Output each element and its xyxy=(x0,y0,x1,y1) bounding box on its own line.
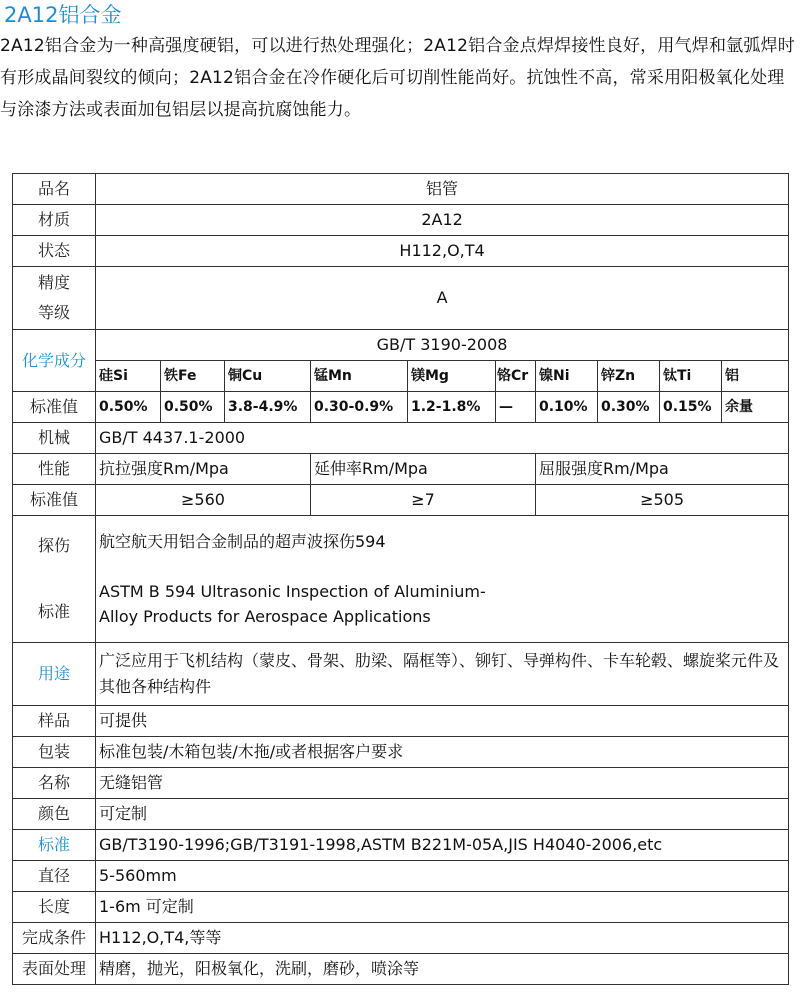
chem-value-ni: 0.10% xyxy=(536,392,598,423)
label-surface: 表面处理 xyxy=(13,954,96,985)
label-finish: 完成条件 xyxy=(13,923,96,954)
value-chem-standard: GB/T 3190-2008 xyxy=(96,330,789,361)
label-precision xyxy=(13,267,96,330)
value-packing: 标准包装/木箱包装/木拖/或者根据客户要求 xyxy=(96,737,789,768)
label-inspection-line2: 标准 xyxy=(37,602,70,621)
table-row-product xyxy=(13,174,789,205)
table-row-mech-values xyxy=(13,485,789,516)
intro-paragraph: 2A12铝合金为一种高强度硬铝，可以进行热处理强化；2A12铝合金点焊焊接性良好，用气焊和氩弧焊时有形成晶间裂纹的倾向；2A12铝合金在冷作硬化后可切削性能尚好。抗蚀性不高，常采用阳极氧化处理与涂漆方法或表面加包铝层以提高抗腐蚀能力。 xyxy=(0,36,795,120)
chem-value-fe: 0.50% xyxy=(161,392,225,423)
inspection-cn: 航空航天用铝合金制品的超声波探伤594 xyxy=(99,532,386,551)
label-sample: 样品 xyxy=(13,706,96,737)
label-chem: 化学成分 xyxy=(13,330,96,392)
table-row-temper xyxy=(13,236,789,267)
label-material: 材质 xyxy=(13,205,96,236)
prop-elongation: 延伸率Rm/Mpa xyxy=(311,454,536,485)
label-color: 颜色 xyxy=(13,799,96,830)
value-standard: GB/T3190-1996;GB/T3191-1998,ASTM B221M-05A,JIS H4040-2006,etc xyxy=(96,830,789,861)
element-al: 铝 xyxy=(722,361,789,392)
element-fe: 铁Fe xyxy=(161,361,225,392)
label-inspection xyxy=(13,516,96,643)
page-title: 2A12铝合金 xyxy=(4,3,122,27)
table-row-material xyxy=(13,205,789,236)
label-precision-line1: 精度 xyxy=(37,273,70,292)
table-row-mech-standard xyxy=(13,423,789,454)
table-row-surface xyxy=(13,954,789,985)
value-sample: 可提供 xyxy=(96,706,789,737)
element-si: 硅Si xyxy=(96,361,161,392)
table-row-diameter xyxy=(13,861,789,892)
element-cr: 铬Cr xyxy=(496,361,536,392)
value-name: 无缝铝管 xyxy=(96,768,789,799)
value-diameter: 5-560mm xyxy=(96,861,789,892)
label-product: 品名 xyxy=(13,174,96,205)
table-row-standard xyxy=(13,830,789,861)
label-packing: 包装 xyxy=(13,737,96,768)
chem-value-zn: 0.30% xyxy=(598,392,660,423)
element-ni: 镍Ni xyxy=(536,361,598,392)
table-row-inspection xyxy=(13,516,789,643)
element-ti: 钛Ti xyxy=(660,361,722,392)
table-row-chem-elements xyxy=(13,361,789,392)
mech-value-tensile: ≥560 xyxy=(96,485,311,516)
value-finish: H112,O,T4,等等 xyxy=(96,923,789,954)
label-temper: 状态 xyxy=(13,236,96,267)
element-mn: 锰Mn xyxy=(311,361,408,392)
table-row-usage xyxy=(13,643,789,706)
value-product: 铝管 xyxy=(96,174,789,205)
label-name: 名称 xyxy=(13,768,96,799)
chem-value-al: 余量 xyxy=(722,392,789,423)
mech-value-yield: ≥505 xyxy=(536,485,789,516)
label-precision-line2: 等级 xyxy=(37,303,70,322)
table-row-finish xyxy=(13,923,789,954)
inspection-en-1: ASTM B 594 Ultrasonic Inspection of Aluminium- xyxy=(99,582,486,601)
element-cu: 铜Cu xyxy=(225,361,311,392)
table-row-name xyxy=(13,768,789,799)
table-row-color xyxy=(13,799,789,830)
value-color: 可定制 xyxy=(96,799,789,830)
chem-value-ti: 0.15% xyxy=(660,392,722,423)
label-chem-std-value: 标准值 xyxy=(13,392,96,423)
value-usage: 广泛应用于飞机结构（蒙皮、骨架、肋梁、隔框等）、铆钉、导弹构件、卡车轮毂、螺旋桨元件及其他各种结构件 xyxy=(96,643,789,706)
chem-value-cu: 3.8-4.9% xyxy=(225,392,311,423)
inspection-en-2: Alloy Products for Aerospace Applications xyxy=(99,607,431,626)
table-row-mech-props xyxy=(13,454,789,485)
chem-value-si: 0.50% xyxy=(96,392,161,423)
spec-table xyxy=(12,173,789,985)
table-row-packing xyxy=(13,737,789,768)
label-mech-perf: 性能 xyxy=(13,454,96,485)
label-inspection-line1: 探伤 xyxy=(37,536,70,555)
label-mech: 机械 xyxy=(13,423,96,454)
table-row-chem-standard xyxy=(13,330,789,361)
value-length: 1-6m 可定制 xyxy=(96,892,789,923)
value-temper: H112,O,T4 xyxy=(96,236,789,267)
prop-tensile: 抗拉强度Rm/Mpa xyxy=(96,454,311,485)
prop-yield: 屈服强度Rm/Mpa xyxy=(536,454,789,485)
value-inspection xyxy=(96,516,789,643)
label-standard: 标准 xyxy=(13,830,96,861)
chem-value-cr: — xyxy=(496,392,536,423)
table-row-chem-values xyxy=(13,392,789,423)
chem-value-mn: 0.30-0.9% xyxy=(311,392,408,423)
value-material: 2A12 xyxy=(96,205,789,236)
element-mg: 镁Mg xyxy=(408,361,496,392)
mech-value-elongation: ≥7 xyxy=(311,485,536,516)
table-row-sample xyxy=(13,706,789,737)
label-usage: 用途 xyxy=(13,643,96,706)
label-mech-std-value: 标准值 xyxy=(13,485,96,516)
table-row-precision xyxy=(13,267,789,330)
value-surface: 精磨，抛光，阳极氧化，洗刷，磨砂，喷涂等 xyxy=(96,954,789,985)
element-zn: 锌Zn xyxy=(598,361,660,392)
table-row-length xyxy=(13,892,789,923)
chem-value-mg: 1.2-1.8% xyxy=(408,392,496,423)
label-length: 长度 xyxy=(13,892,96,923)
value-precision: A xyxy=(96,267,789,330)
label-diameter: 直径 xyxy=(13,861,96,892)
value-mech-standard: GB/T 4437.1-2000 xyxy=(96,423,789,454)
